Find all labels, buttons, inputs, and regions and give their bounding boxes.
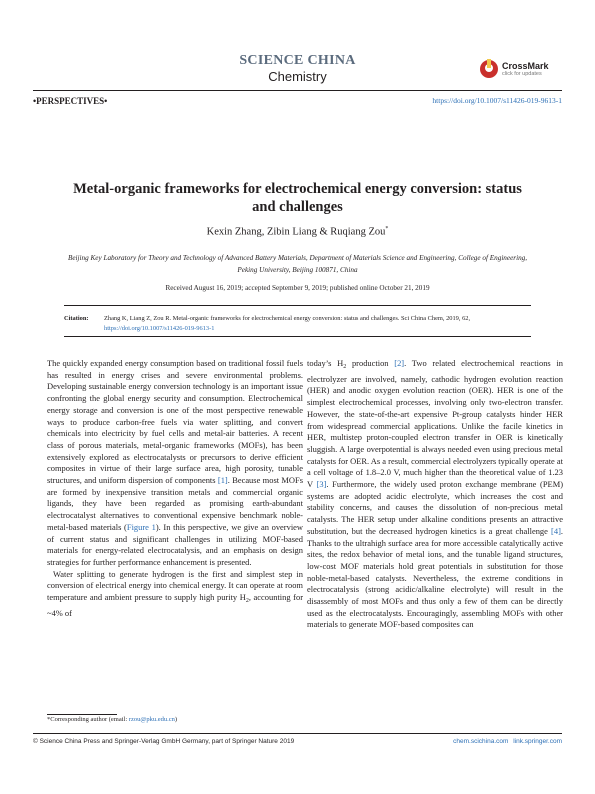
- body-column-right: [307, 358, 563, 631]
- body-text: . Thanks to the ultrahigh surface area for more accessible catalytically active sites, the redox behavior of metal ions, and the tunable ligand structures, low-cost MOF materials hold great potentials in substitution for those noble-metal-based catalysts. Nevertheless, the extreme conditions in electrocatalysis (strong acidic/alkaline electrolyte) will result in the disassembly of most MOFs and thus only a few of them can be directly used as the electrocatalysts. Encouragingly, assembling MOFs with other materials to generate MOF-based composites can: [307, 525, 563, 630]
- paragraph: [307, 358, 563, 631]
- corresponding-mark: *: [385, 226, 389, 232]
- corresponding-author-footnote: [47, 716, 177, 723]
- citation-top-rule: [64, 305, 531, 306]
- body-text: . Because most MOFs are formed by inexpensive transition metals and commercial organic ligands, they have been regarded as promising earth-abundant electrocatalyst alternatives to conventional expensive benchmark noble-metal-based materials (: [47, 475, 303, 532]
- reference-link[interactable]: [4]: [551, 525, 561, 536]
- citation-doi-link[interactable]: https://doi.org/10.1007/s11426-019-9613-1: [104, 325, 215, 332]
- bookmark-icon: [487, 59, 491, 68]
- crossmark-subtitle: click for updates: [502, 71, 542, 77]
- reference-link[interactable]: [2]: [394, 358, 405, 368]
- author-list: [0, 226, 595, 238]
- crossmark-badge[interactable]: [480, 59, 552, 81]
- subscript: 2: [343, 364, 347, 370]
- footnote-text: ): [174, 716, 178, 723]
- paragraph: [47, 358, 303, 569]
- reference-link[interactable]: [1]: [217, 475, 228, 486]
- body-text: production: [346, 358, 395, 368]
- paragraph: [47, 569, 303, 620]
- citation-bottom-rule: [64, 336, 531, 337]
- authors-text: Kexin Zhang, Zibin Liang & Ruqiang Zou: [206, 226, 386, 238]
- received-dates: Received August 16, 2019; accepted September 9, 2019; published online October 21, 2019: [165, 284, 430, 292]
- body-text: , accounting for ~4% of: [47, 592, 303, 618]
- copyright-notice: © Science China Press and Springer-Verlag GmbH Germany, part of Springer Nature 2019: [33, 738, 295, 745]
- body-column-left: [47, 358, 303, 619]
- body-text: . Two related electrochemical reactions in electrolyzer are involved, namely, cathodic hydrogen evolution reaction (HER) and anodic oxygen evolution reaction (OER). HER is one of the simplest electrochemical processes, involving only two-electron transfer. However, the state-of-the-art expensive Pt-group catalysts hinder HER from widespread commercial applications. Unlike the facile kinetics in HER, multistep proton-coupled electron transfer in OER is kinetically sluggish. A large overpotential is always needed even using precious metal catalysts for OER. As a result, commercial electrolyzers typically operate at a cell voltage of 1.8–2.0 V, much higher than the theoretical value of 1.23 V: [307, 358, 564, 490]
- body-text: . Furthermore, the widely used proton exchange membrane (PEM) systems are adopted acidic electrolyte, which increases the cost and stability concerns, and causes the dissolution of non-precious metal catalysts. The HER setup under alkaline conditions presents an attractive substitution, but the decreased hydrogen kinetics is a great challenge: [307, 479, 564, 536]
- figure-link[interactable]: Figure 1: [126, 521, 156, 532]
- crossmark-title: CrossMark: [502, 61, 549, 71]
- footnote-rule: [47, 714, 117, 715]
- subscript: 2: [245, 598, 249, 605]
- body-text: today’s H: [307, 358, 344, 368]
- citation-text: Zhang K, Liang Z, Zou R. Metal-organic frameworks for electrochemical energy conversion: status and challenges. Sci China Chem, 2019, 62,: [104, 315, 471, 322]
- footer-rule: [33, 733, 562, 734]
- section-label: •PERSPECTIVES•: [33, 96, 108, 106]
- article-title: Metal-organic frameworks for electrochemical energy conversion: status and challenges: [73, 181, 522, 215]
- doi-link[interactable]: https://doi.org/10.1007/s11426-019-9613-1: [432, 96, 562, 105]
- header-rule: [33, 90, 562, 91]
- journal-name: SCIENCE CHINA: [239, 53, 356, 68]
- journal-subject: Chemistry: [268, 69, 327, 84]
- body-text: ). In this perspective, we give an overview of current status and significant challenges in utilizing MOF-based materials for energy-related electrocatalysis, and an emphasis on design strategies for further performance enhancement is presented.: [47, 521, 304, 567]
- footer-links[interactable]: chem.scichina.com link.springer.com: [453, 738, 562, 745]
- citation-box: [64, 314, 531, 334]
- email-link[interactable]: rzou@pku.edu.cn: [128, 716, 175, 723]
- reference-link[interactable]: [3]: [316, 479, 327, 490]
- body-text: The quickly expanded energy consumption based on traditional fossil fuels has resulted in energy crises and severe environmental problems. Developing sustainable energy conversion technology is an important issue confronting the global energy security and consumption. Electrochemical energy storage and conversion is one of the most perspective renewable ways to produce carbon-free fuels via water splitting, and convert chemicals into electricity by fuel cells and metal-air batteries. A recent class of porous materials, metal-organic frameworks (MOFs), has been extensively explored as electrocatalysts or precursors to derive efficient composites in virtue of their large surface area, high porosity, tunable structures, and uniform dispersion of components: [47, 358, 303, 486]
- citation-label: Citation:: [64, 315, 89, 322]
- footnote-text: *Corresponding author (email:: [47, 716, 129, 723]
- body-text: Water splitting to generate hydrogen is the first and simplest step in conversion of electrical energy into chemical energy. It can operate at room temperature and ambient pressure to supply high purity H: [47, 568, 303, 603]
- affiliation: Beijing Key Laboratory for Theory and Technology of Advanced Battery Materials, Department of Materials Science and Engineering, College of Engineering, Peking University, Beijing 100871, China: [67, 254, 528, 274]
